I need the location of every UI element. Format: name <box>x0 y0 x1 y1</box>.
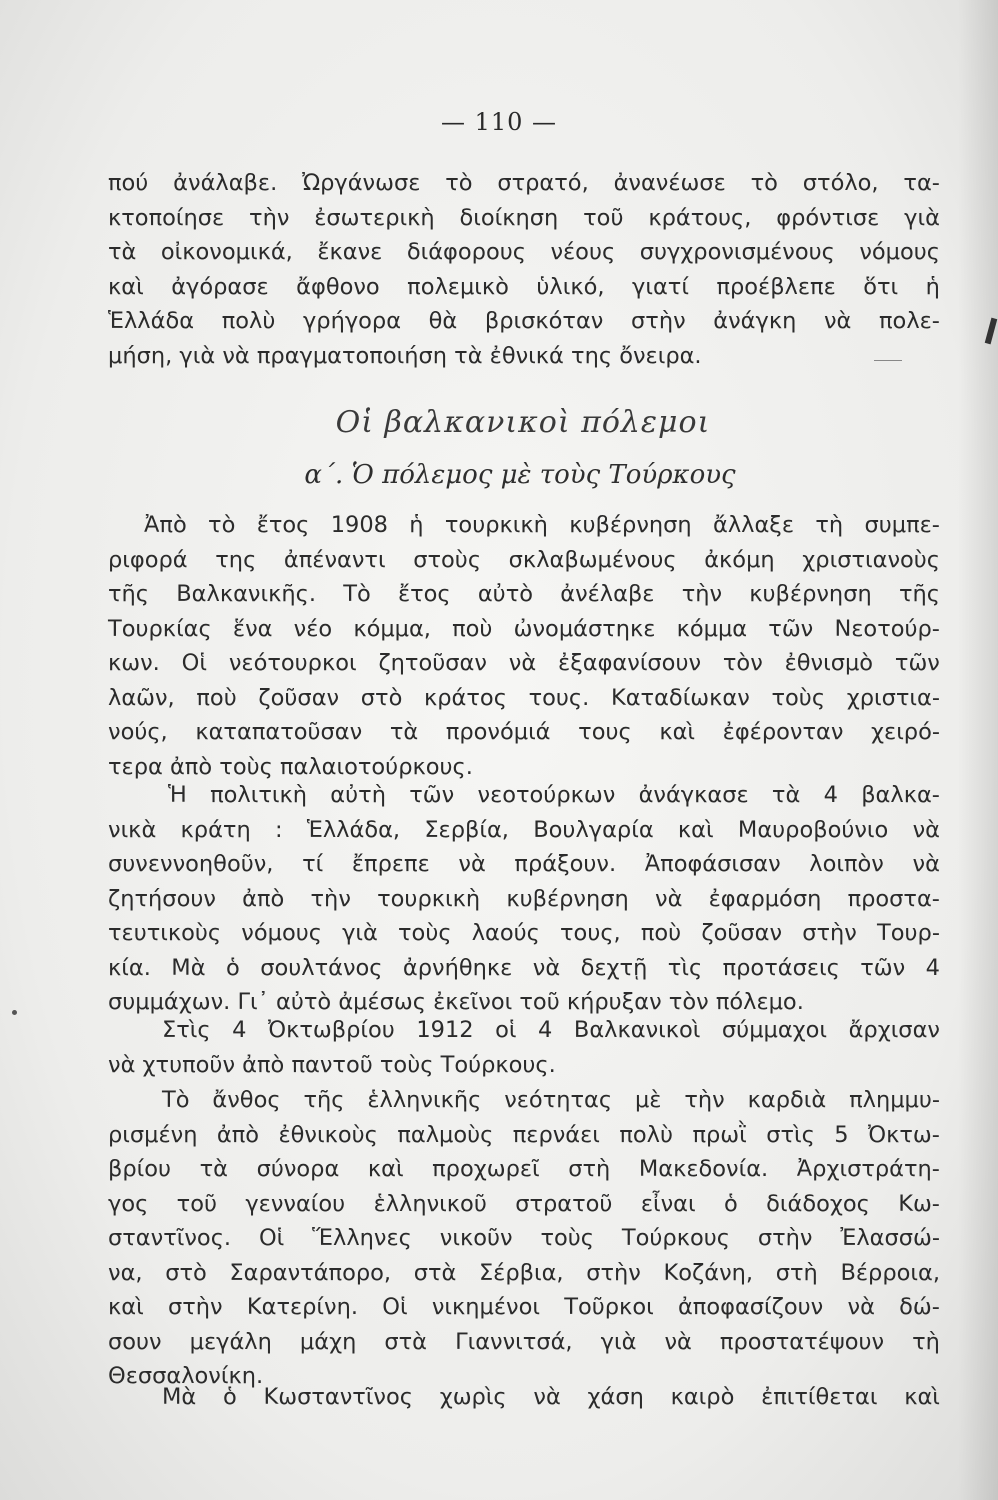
paragraph-1 <box>108 508 940 784</box>
page-edge-shadow <box>958 0 998 1500</box>
text-line: καὶ ἀγόρασε ἄφθονο πολεμικὸ ὑλικό, γιατί προέβλεπε ὅτι ἡ <box>108 273 940 300</box>
text-line: τευτικοὺς νόμους γιὰ τοὺς λαούς τους, ποὺ ζοῦσαν στὴν Τουρ- <box>108 920 940 946</box>
text-line: κτοποίησε τὴν ἐσωτερικὴ διοίκηση τοῦ κράτους, φρόντισε γιὰ <box>108 204 940 231</box>
text-line: νικὰ κράτη : Ἑλλάδα, Σερβία, Βουλγαρία καὶ Μαυροβούνιο νὰ <box>108 816 940 843</box>
text-line: συνεννοηθοῦν, τί ἔπρεπε νὰ πράξουν. Ἀποφάσισαν λοιπὸν νὰ <box>108 851 940 877</box>
text-line: σουν μεγάλη μάχη στὰ Γιαννιτσά, γιὰ νὰ προστατέψουν τὴ <box>108 1328 940 1355</box>
text-line: τῆς Βαλκανικῆς. Τὸ ἔτος αὐτὸ ἀνέλαβε τὴν κυβέρνηση τῆς <box>108 581 940 607</box>
intro-paragraph <box>108 166 940 373</box>
text-line: κία. Μὰ ὁ σουλτάνος ἀρνήθηκε νὰ δεχτῇ τὶς προτάσεις τῶν 4 <box>108 954 940 981</box>
text-line: βρίου τὰ σύνορα καὶ προχωρεῖ στὴ Μακεδονία. Ἀρχιστράτη- <box>108 1156 940 1182</box>
text-line: ριφορά της ἀπέναντι στοὺς σκλαβωμένους ἀκόμη χριστιανοὺς <box>108 546 940 573</box>
paragraph-4 <box>108 1083 940 1394</box>
text-line: συμμάχων. Γι᾽ αὐτὸ ἀμέσως ἐκεῖνοι τοῦ κήρυξαν τὸν πόλεμο. <box>108 989 804 1015</box>
text-line: λαῶν, ποὺ ζοῦσαν στὸ κράτος τους. Καταδίωκαν τοὺς χριστια- <box>108 684 940 711</box>
text-line: Θεσσαλονίκη. <box>108 1363 264 1389</box>
text-line: σταντῖνος. Οἱ Ἕλληνες νικοῦν τοὺς Τούρκους στὴν Ἐλασσώ- <box>108 1225 940 1251</box>
margin-dot <box>12 1010 17 1015</box>
text-line: καὶ στὴν Κατερίνη. Οἱ νικημένοι Τοῦρκοι ἀποφασίζουν νὰ δώ- <box>108 1294 940 1320</box>
paragraph-2 <box>108 778 940 1020</box>
text-line: Ἑλλάδα πολὺ γρήγορα θὰ βρισκόταν στὴν ἀνάγκη νὰ πολε- <box>108 308 940 334</box>
text-line: Μὰ ὁ Κωσταντῖνος χωρὶς νὰ χάση καιρὸ ἐπιτίθεται καὶ <box>162 1384 940 1410</box>
page-number: — 110 — <box>440 108 558 136</box>
paragraph-5 <box>108 1380 940 1415</box>
text-line: Τουρκίας ἕνα νέο κόμμα, ποὺ ὠνομάστηκε κόμμα τῶν Νεοτούρ- <box>108 615 940 642</box>
text-line: τερα ἀπὸ τοὺς παλαιοτούρκους. <box>108 753 473 780</box>
section-title: Οἱ βαλκανικοὶ πόλεμοι <box>335 405 711 440</box>
text-line: Τὸ ἄνθος τῆς ἑλληνικῆς νεότητας μὲ τὴν καρδιὰ πλημμυ- <box>162 1087 940 1113</box>
text-line: ζητήσουν ἀπὸ τὴν τουρκικὴ κυβέρνηση νὰ ἐφαρμόση προστα- <box>108 885 940 912</box>
text-line: μήση, γιὰ νὰ πραγματοποιήση τὰ ἐθνικά της ὄνειρα. <box>108 342 702 369</box>
text-line: πού ἀνάλαβε. Ὠργάνωσε τὸ στρατό, ἀνανέωσε τὸ στόλο, τα- <box>108 170 940 196</box>
paragraph-3 <box>108 1013 940 1082</box>
text-line: γος τοῦ γενναίου ἑλληνικοῦ στρατοῦ εἶναι ὁ διάδοχος Κω- <box>108 1190 940 1217</box>
text-line: να, στὸ Σαραντάπορο, στὰ Σέρβια, στὴν Κοζάνη, στὴ Βέρροια, <box>108 1259 940 1286</box>
text-line: Ἡ πολιτικὴ αὐτὴ τῶν νεοτούρκων ἀνάγκασε τὰ 4 βαλκα- <box>168 782 940 808</box>
text-line: Ἀπὸ τὸ ἔτος 1908 ἡ τουρκικὴ κυβέρνηση ἄλλαξε τὴ συμπε- <box>144 512 940 538</box>
text-line: Στὶς 4 Ὀκτωβρίου 1912 οἱ 4 Βαλκανικοὶ σύμμαχοι ἄρχισαν <box>162 1017 940 1043</box>
text-line: τὰ οἰκονομικά, ἔκανε διάφορους νέους συγχρονισμένους νόμους <box>108 239 940 265</box>
text-line: νὰ χτυποῦν ἀπὸ παντοῦ τοὺς Τούρκους. <box>108 1051 556 1078</box>
text-line: κων. Οἱ νεότουρκοι ζητοῦσαν νὰ ἐξαφανίσουν τὸν ἐθνισμὸ τῶν <box>108 650 940 676</box>
subsection-title: α΄. Ὁ πόλεμος μὲ τοὺς Τούρκους <box>304 460 736 490</box>
text-line: ρισμένη ἀπὸ ἐθνικοὺς παλμοὺς περνάει πολὺ πρωῒ στὶς 5 Ὀκτω- <box>108 1121 940 1148</box>
text-line: νούς, καταπατοῦσαν τὰ προνόμιά τους καὶ ἐφέρονταν χειρό- <box>108 719 940 745</box>
